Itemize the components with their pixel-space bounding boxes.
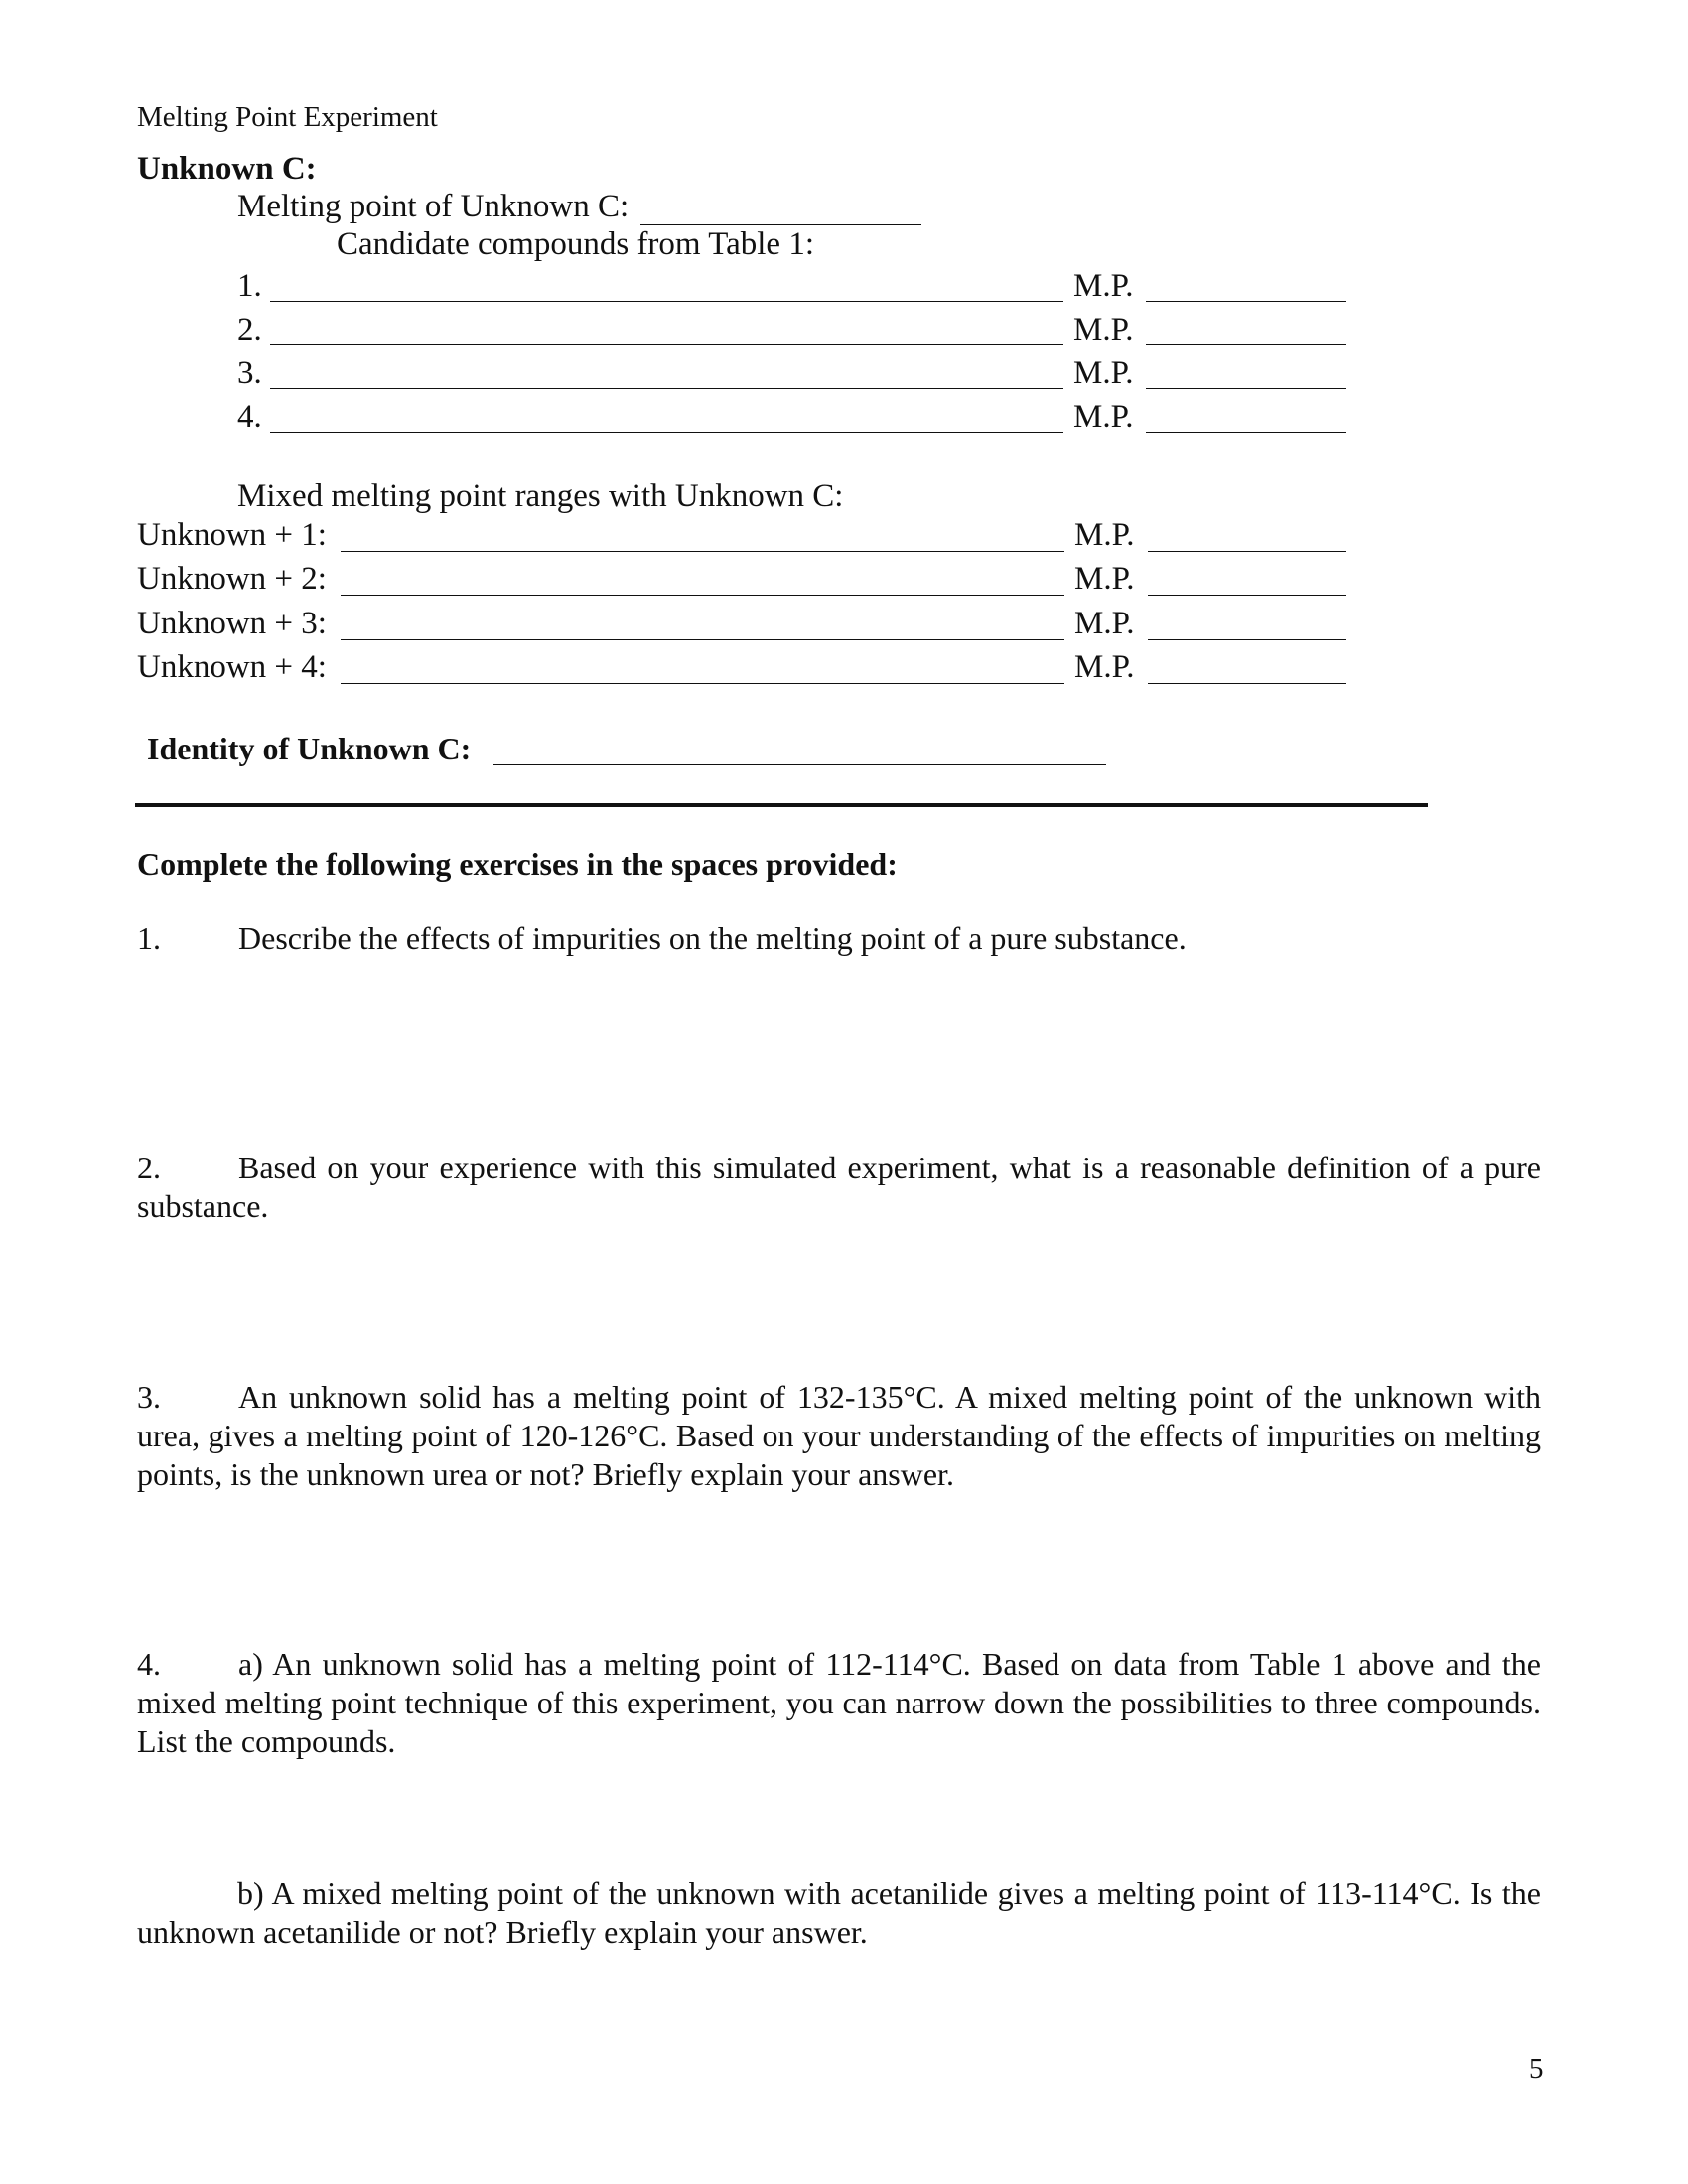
mixed-mp-blank[interactable] [1148,639,1346,640]
question-text: Describe the effects of impurities on the melting point of a pure substance. [238,920,1187,956]
mixed-mp-blank[interactable] [1148,595,1346,596]
candidate-mp-blank[interactable] [1146,432,1346,433]
candidate-number: 1. [237,268,262,304]
question-number: 2. [137,1150,161,1185]
page-number: 5 [1529,2053,1544,2085]
mixed-row-label: Unknown + 2: [137,561,327,597]
mixed-row-label: Unknown + 1: [137,517,327,553]
candidate-name-blank[interactable] [270,432,1063,433]
candidate-mp-blank[interactable] [1146,388,1346,389]
candidate-name-blank[interactable] [270,344,1063,345]
mp-label: M.P. [1074,517,1135,553]
question-1 [137,919,1541,958]
mixed-range-blank[interactable] [341,683,1064,684]
candidate-name-blank[interactable] [270,301,1063,302]
question-text: b) A mixed melting point of the unknown with acetanilide gives a melting point of 113-114°C. Is the unknown acetanilide or not? Briefly explain your answer. [137,1875,1541,1950]
mixed-label: Mixed melting point ranges with Unknown C: [237,478,844,514]
candidates-label: Candidate compounds from Table 1: [337,226,814,262]
candidate-number: 2. [237,312,262,347]
mixed-mp-blank[interactable] [1148,683,1346,684]
melting-point-blank[interactable] [640,224,921,225]
question-number: 3. [137,1379,161,1415]
mixed-range-blank[interactable] [341,551,1064,552]
mp-label: M.P. [1074,649,1135,685]
mixed-mp-blank[interactable] [1148,551,1346,552]
mixed-range-blank[interactable] [341,639,1064,640]
mp-label: M.P. [1073,399,1134,435]
identity-label: Identity of Unknown C: [147,731,472,766]
question-number: 4. [137,1646,161,1682]
mixed-row-label: Unknown + 4: [137,649,327,685]
question-4a [137,1645,1541,1761]
mp-label: M.P. [1073,268,1134,304]
mp-label: M.P. [1073,312,1134,347]
question-number: 1. [137,920,161,956]
section-heading: Unknown C: [137,151,317,187]
question-2 [137,1149,1541,1226]
mixed-range-blank[interactable] [341,595,1064,596]
running-title: Melting Point Experiment [137,101,438,133]
candidate-number: 3. [237,355,262,391]
mp-label: M.P. [1073,355,1134,391]
exercises-heading: Complete the following exercises in the spaces provided: [137,846,898,882]
question-text: Based on your experience with this simulated experiment, what is a reasonable definition of a pure substance. [137,1150,1541,1224]
question-text: An unknown solid has a melting point of 132-135°C. A mixed melting point of the unknown with urea, gives a melting point of 120-126°C. Based on your understanding of the effects of impurities on melting points, is the unknown urea or not? Briefly explain your answer. [137,1379,1541,1492]
identity-blank[interactable] [493,764,1106,765]
question-text: a) An unknown solid has a melting point of 112-114°C. Based on data from Table 1 above and the mixed melting point technique of this experiment, you can narrow down the possibilities to three compounds. List the compounds. [137,1646,1541,1759]
question-4b [137,1874,1541,1952]
question-3 [137,1378,1541,1494]
mp-label: M.P. [1074,561,1135,597]
mixed-row-label: Unknown + 3: [137,606,327,641]
melting-point-label: Melting point of Unknown C: [237,189,630,224]
section-divider [135,803,1428,807]
mp-label: M.P. [1074,606,1135,641]
candidate-mp-blank[interactable] [1146,301,1346,302]
candidate-mp-blank[interactable] [1146,344,1346,345]
candidate-number: 4. [237,399,262,435]
candidate-name-blank[interactable] [270,388,1063,389]
